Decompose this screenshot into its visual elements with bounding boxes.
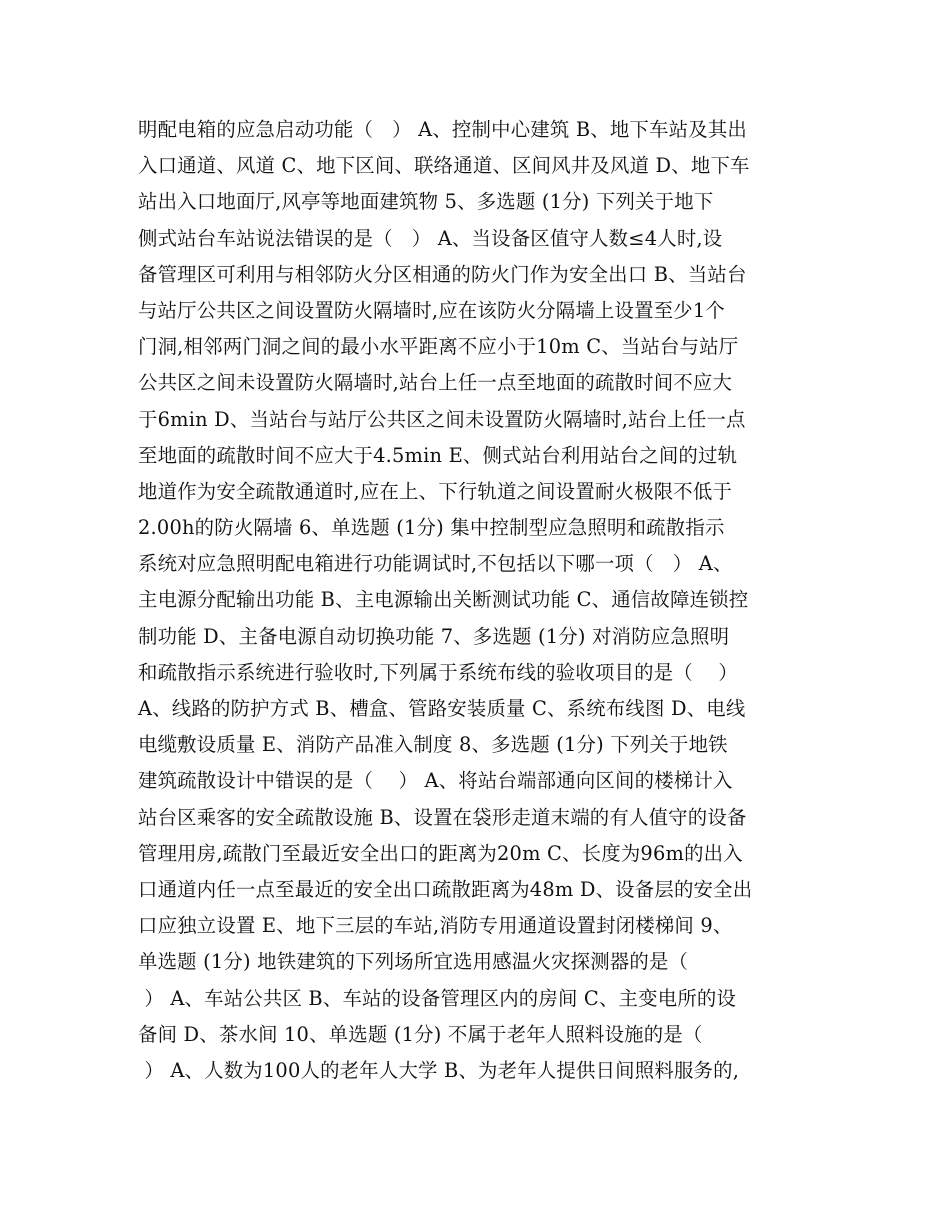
text-line: A、线路的防护方式 B、槽盒、管路安装质量 C、系统布线图 D、电线 <box>138 697 746 720</box>
text-line: 公共区之间未设置防火隔墙时,站台上任一点至地面的疏散时间不应大 <box>138 371 733 395</box>
text-line: 口通道内任一点至最近的安全出口疏散距离为48m D、设备层的安全出 <box>138 877 753 901</box>
text-line: 主电源分配输出功能 B、主电源输出关断测试功能 C、通信故障连锁控 <box>138 588 749 612</box>
text-line: 入口通道、风道 C、地下区间、联络通道、区间风井及风道 D、地下车 <box>138 154 750 178</box>
text-line: 站台区乘客的安全疏散设施 B、设置在袋形走道末端的有人值守的设备 <box>138 805 747 829</box>
text-line: 2.00h的防火隔墙 6、单选题 (1分) 集中控制型应急照明和疏散指示 <box>138 516 725 540</box>
text-line: 和疏散指示系统进行验收时,下列属于系统布线的验收项目的是（ ） <box>138 660 738 684</box>
text-line: 口应独立设置 E、地下三层的车站,消防专用通道设置封闭楼梯间 9、 <box>138 914 733 938</box>
text-line: 侧式站台车站说法错误的是（ ） A、当设备区值守人数≤4人时,设 <box>138 226 723 250</box>
text-line: 电缆敷设质量 E、消防产品准入制度 8、多选题 (1分) 下列关于地铁 <box>138 733 728 757</box>
text-line: 与站厅公共区之间设置防火隔墙时,应在该防火分隔墙上设置至少1个 <box>138 298 726 322</box>
text-line: ） A、车站公共区 B、车站的设备管理区内的房间 C、主变电所的设 <box>138 986 737 1010</box>
text-line: 至地面的疏散时间不应大于4.5min E、侧式站台利用站台之间的过轨 <box>138 443 738 467</box>
text-line: 门洞,相邻两门洞之间的最小水平距离不应小于10m C、当站台与站厅 <box>138 335 739 359</box>
text-line: ） A、人数为100人的老年人大学 B、为老年人提供日间照料服务的, <box>138 1058 740 1082</box>
text-line: 地道作为安全疏散通道时,应在上、下行轨道之间设置耐火极限不低于 <box>138 479 733 503</box>
text-line: 管理用房,疏散门至最近安全出口的距离为20m C、长度为96m的出入 <box>138 841 743 865</box>
text-line: 于6min D、当站台与站厅公共区之间未设置防火隔墙时,站台上任一点 <box>138 407 746 431</box>
text-line: 系统对应急照明配电箱进行功能调试时,不包括以下哪一项（ ） A、 <box>138 552 733 576</box>
document-body <box>138 112 818 1089</box>
text-line: 备管理区可利用与相邻防火分区相通的防火门作为安全出口 B、当站台 <box>138 262 747 286</box>
text-line: 站出入口地面厅,风亭等地面建筑物 5、多选题 (1分) 下列关于地下 <box>138 190 714 214</box>
text-line: 建筑疏散设计中错误的是（ ） A、将站台端部通向区间的楼梯计入 <box>138 769 733 793</box>
text-line: 单选题 (1分) 地铁建筑的下列场所宜选用感温火灾探测器的是（ <box>138 950 689 974</box>
text-line: 明配电箱的应急启动功能（ ） A、控制中心建筑 B、地下车站及其出 <box>138 118 748 141</box>
text-line: 制功能 D、主备电源自动切换功能 7、多选题 (1分) 对消防应急照明 <box>138 624 730 648</box>
text-line: 备间 D、茶水间 10、单选题 (1分) 不属于老年人照料设施的是（ <box>138 1022 703 1046</box>
